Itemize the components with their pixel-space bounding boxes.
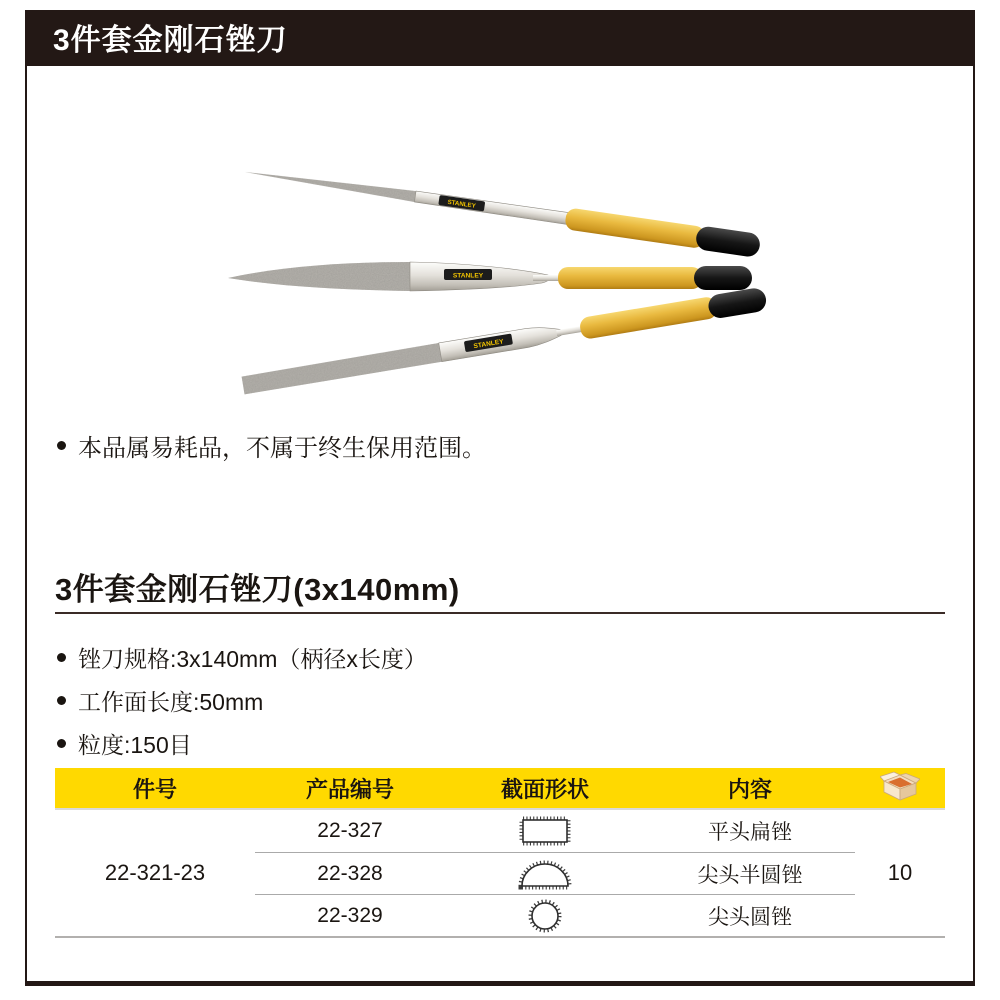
spec-text: 工作面长度:50mm bbox=[78, 689, 264, 715]
table-body bbox=[55, 810, 945, 936]
col-header-part-no: 件号 bbox=[132, 776, 177, 802]
section-shape-cell bbox=[445, 854, 645, 894]
bullet-dot-icon bbox=[57, 739, 66, 748]
flat-section-icon bbox=[513, 811, 577, 851]
spec-text: 粒度:150目 bbox=[78, 732, 192, 758]
content-cell: 尖头圆锉 bbox=[708, 905, 792, 929]
table-rows bbox=[255, 810, 855, 936]
spec-text: 锉刀规格:3x140mm（柄径x长度） bbox=[78, 646, 427, 672]
content-panel bbox=[25, 64, 975, 986]
product-no-cell: 22-328 bbox=[317, 861, 383, 885]
product-no-cell: 22-327 bbox=[317, 819, 383, 842]
handle-cap bbox=[694, 266, 752, 290]
bullet-dot-icon bbox=[57, 696, 66, 705]
table-row bbox=[255, 894, 855, 936]
round-file bbox=[243, 160, 761, 258]
consumable-note-text: 本品属易耗品，不属于终生保用范围。 bbox=[78, 435, 486, 462]
table-row bbox=[255, 852, 855, 894]
content-cell: 平头扁锉 bbox=[708, 821, 792, 844]
spec-item bbox=[57, 722, 757, 765]
handle-cap bbox=[707, 287, 768, 320]
product-table bbox=[55, 768, 945, 938]
spec-item bbox=[57, 679, 757, 722]
spec-item bbox=[57, 636, 757, 679]
file-handle bbox=[558, 267, 702, 289]
open-box-icon bbox=[880, 771, 920, 805]
page-title: 3件套金刚石锉刀 bbox=[53, 24, 288, 57]
file-handle bbox=[564, 207, 706, 249]
flat-file bbox=[241, 287, 768, 397]
section-shape-cell bbox=[445, 811, 645, 851]
round-section-icon bbox=[513, 896, 577, 936]
part-no-cell: 22-321-23 bbox=[104, 860, 206, 885]
brand-label: STANLEY bbox=[473, 338, 505, 351]
quantity-cell: 10 bbox=[887, 860, 913, 885]
section-shape-cell bbox=[445, 896, 645, 936]
file-handle bbox=[579, 296, 719, 340]
table-header-row bbox=[55, 768, 945, 810]
col-header-package bbox=[855, 768, 945, 808]
content-cell: 尖头半圆锉 bbox=[697, 863, 803, 887]
section-title: 3件套金刚石锉刀(3x140mm) bbox=[55, 572, 460, 607]
half-round-section-icon bbox=[513, 854, 577, 894]
product-image-diamond-files bbox=[27, 66, 973, 486]
product-no-cell: 22-329 bbox=[317, 903, 383, 927]
col-header-section-shape: 截面形状 bbox=[500, 776, 589, 802]
bullet-dot-icon bbox=[57, 441, 66, 450]
brand-label: STANLEY bbox=[452, 272, 484, 280]
col-header-product-no: 产品编号 bbox=[305, 776, 394, 802]
page-title-bar bbox=[25, 10, 975, 64]
half-round-file bbox=[228, 262, 752, 291]
bullet-dot-icon bbox=[57, 653, 66, 662]
handle-cap bbox=[695, 225, 762, 258]
col-header-content: 内容 bbox=[727, 776, 772, 802]
table-row bbox=[255, 810, 855, 852]
consumable-note bbox=[57, 428, 486, 463]
section-rule bbox=[55, 612, 945, 614]
spec-list bbox=[57, 636, 757, 765]
brand-label: STANLEY bbox=[447, 198, 477, 210]
